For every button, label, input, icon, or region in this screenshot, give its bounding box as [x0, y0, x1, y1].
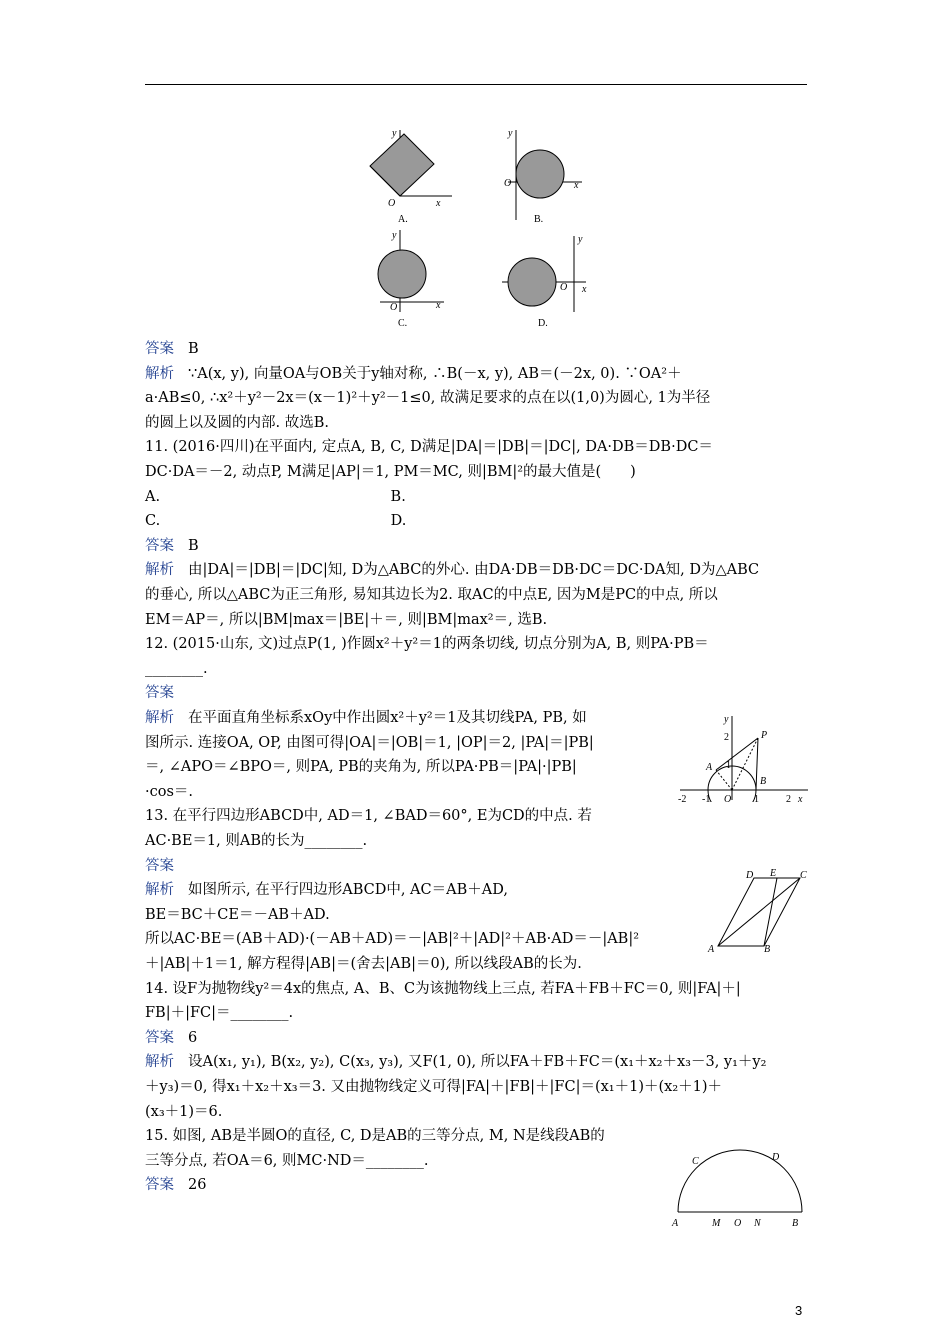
- text-line: [145, 906, 330, 924]
- text-line: [145, 1176, 206, 1194]
- svg-text:O: O: [390, 302, 398, 313]
- line-text: AC·BE＝1, 则AB的长为________.: [145, 833, 368, 849]
- line-text: (x₃＋1)＝6.: [145, 1103, 223, 1120]
- text-line: [145, 660, 208, 678]
- text-line: [145, 1103, 222, 1121]
- line-text: 图所示. 连接OA, OP, 由图可得|OA|＝|OB|＝1, |OP|＝2, |PA|＝|PB|: [145, 734, 594, 751]
- text-line: [145, 684, 188, 702]
- text-line: [145, 463, 636, 481]
- text-line: [145, 340, 199, 358]
- line-text: 15. 如图, AB是半圆O的直径, C, D是AB的三等分点, M, N是线段AB的: [145, 1128, 605, 1145]
- line-label: 答案: [145, 1177, 174, 1194]
- page-number: 3: [795, 1303, 803, 1318]
- caption-a: A.: [398, 214, 408, 225]
- svg-text:O: O: [560, 282, 568, 293]
- fig12-label: B: [760, 776, 767, 787]
- line-label: 答案: [145, 857, 174, 874]
- line-label: 解析: [145, 365, 174, 382]
- fig15-label: O: [734, 1218, 742, 1229]
- line-text: B: [188, 537, 199, 554]
- svg-text:y: y: [578, 234, 583, 245]
- figure-option-c: [360, 226, 460, 332]
- line-label: 解析: [145, 1054, 174, 1071]
- line-text: 6: [188, 1029, 198, 1046]
- text-line: [145, 537, 199, 555]
- svg-text:x: x: [436, 198, 441, 209]
- fig15-label: N: [754, 1218, 761, 1229]
- line-text: ________.: [145, 660, 208, 677]
- text-line: [145, 783, 193, 801]
- line-label: 答案: [145, 537, 174, 554]
- svg-text:x: x: [574, 180, 579, 191]
- fig12-label: y: [724, 714, 729, 725]
- line-label: 答案: [145, 1029, 174, 1046]
- text-line: [145, 857, 188, 875]
- text-line: [145, 512, 406, 530]
- fig12-label: A: [706, 762, 713, 773]
- text-line: [145, 488, 406, 506]
- text-line: [145, 365, 682, 383]
- line-text: 14. 设F为抛物线y²＝4x的焦点, A、B、C为该抛物线上三点, 若FA＋FB＋FC＝0, 则|FA|＋|: [145, 980, 741, 997]
- fig15-label: A: [672, 1218, 679, 1229]
- text-line: [145, 414, 329, 432]
- fig13-label: D: [746, 870, 754, 881]
- line-text: EM＝AP＝, 所以|BM|max＝|BE|＋＝, 则|BM|max²＝, 选B.: [145, 611, 548, 628]
- svg-text:O: O: [388, 198, 396, 209]
- figure-option-a: [360, 126, 460, 226]
- line-text: A. B.: [145, 488, 406, 505]
- fig12-label: O: [724, 794, 732, 802]
- text-line: [145, 758, 577, 776]
- line-text: 的垂心, 所以△ABC为正三角形, 易知其边长为2. 取AC的中点E, 因为M是PC的中点, 所以: [145, 587, 718, 603]
- line-text: FB|＋|FC|＝________.: [145, 1005, 294, 1022]
- line-text: 26: [188, 1177, 207, 1194]
- line-text: 设A(x₁, y₁), B(x₂, y₂), C(x₃, y₃), 又F(1, 0), 所以FA＋FB＋FC＝(x₁＋x₂＋x₃－3, y₁＋y₂: [188, 1054, 767, 1071]
- fig13-label: B: [764, 944, 771, 955]
- text-line: [145, 611, 547, 629]
- text-line: [145, 930, 639, 948]
- text-line: [145, 1127, 605, 1145]
- text-line: [145, 438, 713, 456]
- figure-option-b: [498, 126, 598, 226]
- line-text: DC·DA＝－2, 动点P, M满足|AP|＝1, PM＝MC, 则|BM|²的最大值是( ): [145, 464, 636, 480]
- caption-c: C.: [398, 318, 408, 329]
- text-line: [145, 1004, 293, 1022]
- fig12-label: -1: [702, 794, 711, 802]
- fig15-label: M: [712, 1218, 721, 1229]
- line-text: 由|DA|＝|DB|＝|DC|知, D为△ABC的外心. 由DA·DB＝DB·DC＝DC·DA知, D为△ABC: [188, 562, 760, 579]
- text-line: [145, 635, 709, 653]
- line-text: ·cos＝.: [145, 783, 194, 800]
- text-line: [145, 734, 594, 752]
- fig13-label: A: [708, 944, 715, 955]
- text-line: [145, 980, 741, 998]
- text-line: [145, 1078, 722, 1096]
- caption-d: D.: [538, 318, 548, 329]
- fig12-label: x: [798, 794, 803, 802]
- line-text: ＋|AB|＋1＝1, 解方程得|AB|＝(舍去|AB|＝0), 所以线段AB的长为.: [145, 956, 582, 972]
- line-label: 答案: [145, 685, 174, 702]
- figure-problem-12: [676, 712, 816, 802]
- header-rule: [145, 84, 807, 85]
- fig12-label: P: [761, 730, 768, 741]
- fig15-label: B: [792, 1218, 799, 1229]
- line-text: 如图所示, 在平行四边形ABCD中, AC＝AB＋AD,: [188, 882, 508, 899]
- text-line: [145, 1029, 197, 1047]
- text-line: [145, 1053, 766, 1071]
- line-text: 三等分点, 若OA＝6, 则MC·ND＝________.: [145, 1152, 429, 1169]
- line-text: C. D.: [145, 513, 407, 530]
- fig13-label: E: [770, 868, 777, 879]
- text-line: [145, 389, 710, 407]
- fig12-label: -2: [678, 794, 687, 802]
- svg-text:y: y: [392, 128, 397, 139]
- line-text: 在平面直角坐标系xOy中作出圆x²＋y²＝1及其切线PA, PB, 如: [188, 710, 587, 726]
- svg-text:y: y: [508, 128, 513, 139]
- svg-text:x: x: [436, 300, 441, 311]
- line-label: 解析: [145, 562, 174, 579]
- text-line: [145, 709, 587, 727]
- line-text: ＝, ∠APO＝∠BPO＝, 则PA, PB的夹角为, 所以PA·PB＝|PA|·|PB|: [145, 759, 577, 776]
- svg-text:O: O: [504, 178, 512, 189]
- figure-option-d: [498, 226, 598, 332]
- text-line: [145, 832, 367, 850]
- svg-text:y: y: [392, 230, 397, 241]
- fig15-label: C: [692, 1156, 699, 1167]
- line-text: 12. (2015·山东, 文)过点P(1, )作圆x²＋y²＝1的两条切线, 切点分别为A, B, 则PA·PB＝: [145, 636, 709, 653]
- line-text: ∵A(x, y), 向量OA与OB关于y轴对称, ∴B(－x, y), AB＝(－2x, 0). ∵OA²＋: [188, 365, 682, 382]
- text-line: [145, 586, 718, 604]
- line-text: 所以AC·BE＝(AB＋AD)·(－AB＋AD)＝－|AB|²＋|AD|²＋AB·AD＝－|AB|²: [145, 931, 640, 948]
- line-label: 解析: [145, 710, 174, 726]
- line-label: 答案: [145, 341, 174, 357]
- text-line: [145, 881, 508, 899]
- line-text: 13. 在平行四边形ABCD中, AD＝1, ∠BAD＝60°, E为CD的中点. 若: [145, 808, 592, 825]
- text-line: [145, 807, 592, 825]
- figure-problem-13: [704, 866, 814, 956]
- line-text: B: [188, 341, 199, 357]
- line-text: BE＝BC＋CE＝－AB＋AD.: [145, 906, 330, 923]
- line-text: a·AB≤0, ∴x²＋y²－2x＝(x－1)²＋y²－1≤0, 故满足要求的点在以(1,0)为圆心, 1为半径: [145, 390, 711, 407]
- svg-text:x: x: [582, 284, 587, 295]
- text-line: [145, 1152, 429, 1170]
- fig12-label: 1: [754, 794, 759, 802]
- line-text: 11. (2016·四川)在平面内, 定点A, B, C, D满足|DA|＝|DB|＝|DC|, DA·DB＝DB·DC＝: [145, 439, 713, 456]
- fig13-label: C: [800, 870, 807, 881]
- text-line: [145, 955, 582, 973]
- caption-b: B.: [534, 214, 544, 225]
- fig12-label: 2: [786, 794, 791, 802]
- line-text: 的圆上以及圆的内部. 故选B.: [145, 414, 329, 431]
- text-line: [145, 561, 759, 579]
- figure-problem-15: [666, 1146, 816, 1230]
- line-label: 解析: [145, 882, 174, 899]
- fig12-label: 1: [726, 760, 731, 771]
- fig12-label: 2: [724, 732, 729, 743]
- line-text: ＋y₃)＝0, 得x₁＋x₂＋x₃＝3. 又由抛物线定义可得|FA|＋|FB|＋|FC|＝(x₁＋1)＋(x₂＋1)＋: [145, 1079, 723, 1095]
- fig15-label: D: [772, 1152, 780, 1163]
